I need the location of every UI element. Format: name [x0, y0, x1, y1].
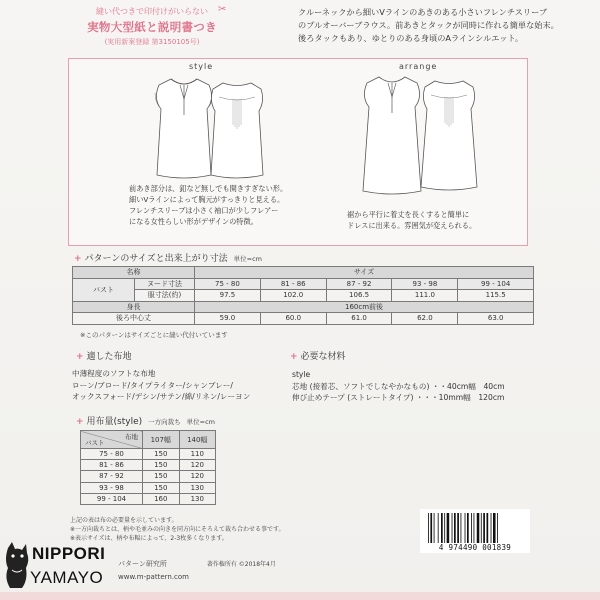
width-header: 140幅 [179, 431, 216, 449]
size-section-title: + パターンのサイズと出来上がり寸法 単位=cm [74, 254, 263, 264]
header-line-2: 実物大型紙と説明書つき [87, 20, 217, 34]
fabric-section-title: + 適した布地 [76, 352, 132, 362]
back-length-cell: 63.0 [458, 313, 534, 325]
yield-table [80, 430, 216, 505]
brand-name: パターン研究所 [118, 560, 167, 568]
garment-bust-cell: 115.5 [458, 290, 534, 302]
table-row [73, 301, 534, 313]
size-note: ※このパターンはサイズごとに縫い代付いています [80, 331, 228, 339]
table-row [73, 267, 534, 279]
copyright: 著作権所有 ©2018年4月 [206, 561, 276, 568]
table-row: 99 - 104 160 130 [81, 493, 216, 504]
size-table [72, 266, 534, 325]
size-cell: 99 - 104 [458, 278, 534, 290]
size-cell: 81 - 86 [260, 278, 326, 290]
shop-watermark [2, 540, 122, 596]
description-line: のプルオーバーブラウス。前あきとタックが同時に作れる簡単な始末。 [298, 20, 559, 30]
garment-bust-cell: 97.5 [195, 290, 261, 302]
description-line: クルーネックから細いVラインのあきのある小さいフレンチスリーブ [298, 7, 548, 17]
size-header: サイズ [195, 267, 534, 279]
product-description [298, 6, 593, 45]
arrange-caption: 裾から平行に着丈を長くすると簡単に ドレスに出来る。雰囲気が変えられる。 [347, 210, 477, 230]
garment-label: 服寸法(約) [135, 290, 195, 302]
website-url: www.m-pattern.com [118, 573, 189, 581]
size-cell: 87 - 92 [326, 278, 392, 290]
header-block [72, 6, 232, 47]
table-row: 75 - 80 150 110 [81, 449, 216, 460]
garment-bust-cell: 102.0 [260, 290, 326, 302]
style-back-figure [205, 79, 269, 183]
style-caption: 前あき部分は、釦など無しでも開きすぎない形。 細いVラインによって胸元がすっきりと見える。 フレンチスリーブは小さく袖口が少しフレアー になる女性らしい形がデザインの特徴。 [129, 184, 288, 226]
back-length-cell: 60.0 [260, 313, 326, 325]
table-row: 87 - 92 150 120 [81, 471, 216, 482]
table-row [81, 431, 216, 449]
barcode [420, 509, 530, 553]
fabric-list: 中薄程度のソフトな布地 ローン/ブロード/タイプライター/シャンブレー/ オックスフォード/デシン/サテン/綿/リネン/レーヨン [72, 369, 251, 401]
barcode-number: 4 974490 001839 [438, 543, 512, 552]
barcode-bars [428, 513, 522, 543]
yield-section-title: + 用布量(style) 一方向裁ち 単位=cm [76, 417, 216, 427]
materials-section-title: + 必要な材料 [290, 352, 346, 362]
table-row [73, 278, 534, 290]
header-line-1: 縫い代つきで印付けがいらない [96, 7, 208, 16]
back-length-cell: 62.0 [392, 313, 458, 325]
height-value: 160cm前後 [195, 301, 534, 313]
table-row [73, 313, 534, 325]
garment-bust-cell: 106.5 [326, 290, 392, 302]
width-header: 107幅 [143, 431, 180, 449]
nude-label: ヌード寸法 [135, 278, 195, 290]
back-length-cell: 59.0 [195, 313, 261, 325]
header-line-3: (実用新案登録 第3150105号) [104, 38, 200, 46]
cat-logo-icon [2, 540, 32, 594]
arrange-label: arrange [399, 62, 438, 71]
height-label: 身長 [73, 301, 195, 313]
yield-corner-header: 布地 バスト [81, 431, 143, 449]
arrange-back-figure [417, 77, 481, 195]
back-length-label: 後ろ中心丈 [73, 313, 195, 325]
description-line: 後ろタックもあり、ゆとりのある身頃のAラインシルエット。 [298, 33, 524, 43]
back-length-cell: 61.0 [326, 313, 392, 325]
watermark-line-2: YAMAYO [30, 568, 104, 587]
garment-bust-cell: 111.0 [392, 290, 458, 302]
illustration-box [68, 58, 528, 246]
footer [118, 558, 276, 584]
scissors-icon: ✂ [218, 4, 227, 15]
materials-list: style 芯地 (接着芯、ソフトでしなやかなもの) ・・40cm幅 40cm 伸び止めテープ (ストレートタイプ) ・・・10mm幅 120cm [292, 370, 505, 402]
bust-label: バスト [73, 278, 135, 301]
yield-notes: 上記の表は布の必要量を示しています。 ※一方向裁ちとは、柄や毛並みの向きを同方向にそろえて裁ち合わせる事です。 ※表示サイズは、柄や布幅によって、2-3枚多くなります。 [70, 517, 285, 542]
table-row: 93 - 98 150 130 [81, 482, 216, 493]
table-row [73, 290, 534, 302]
style-label: style [189, 62, 214, 71]
name-header: 名称 [73, 267, 195, 279]
table-row: 81 - 86 150 120 [81, 460, 216, 471]
size-cell: 93 - 98 [392, 278, 458, 290]
size-cell: 75 - 80 [195, 278, 261, 290]
watermark-line-1: NIPPORI [32, 544, 106, 563]
